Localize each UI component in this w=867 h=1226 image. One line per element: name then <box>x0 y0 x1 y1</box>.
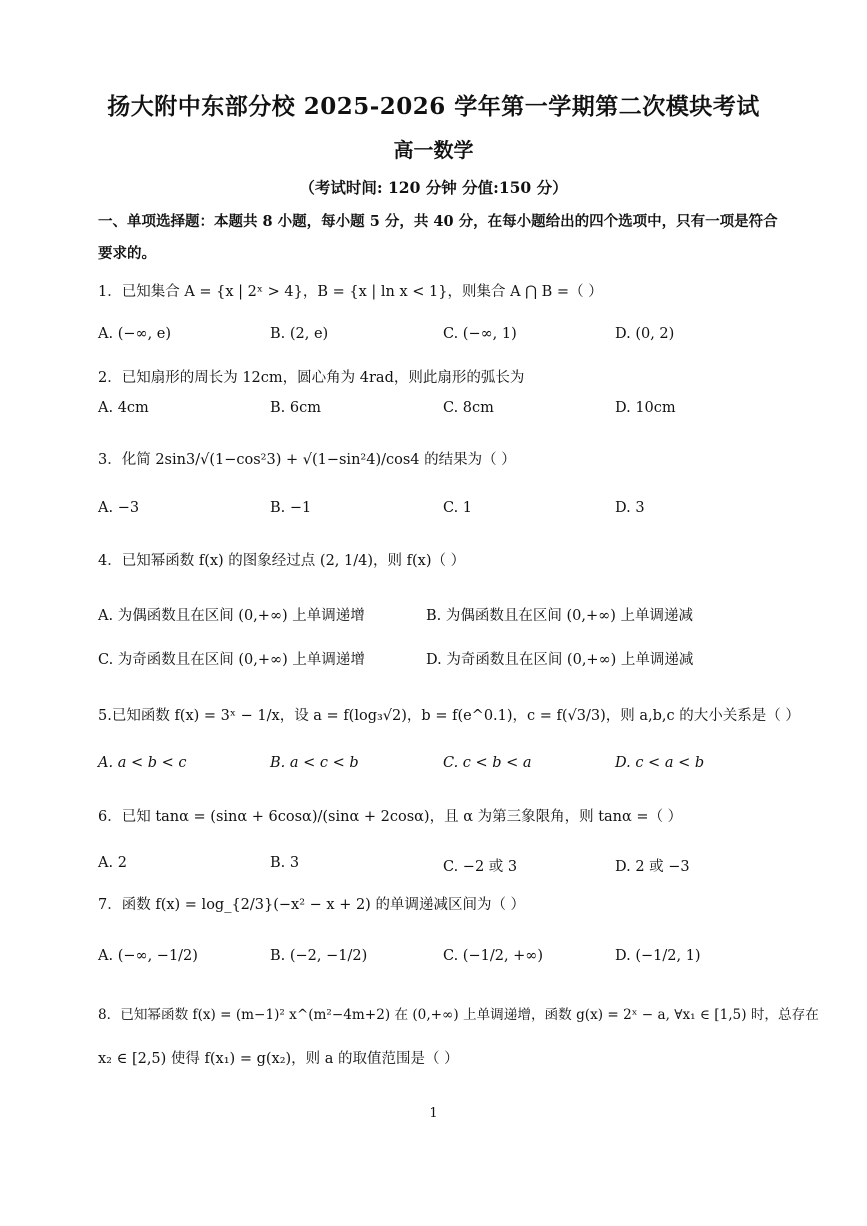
q5-option-a: A. a < b < c <box>98 755 187 771</box>
question-3: 3．化简 2sin3/√(1−cos²3) + √(1−sin²4)/cos4 的结果为（ ） <box>98 452 516 468</box>
q4-option-b: B. 为偶函数且在区间 (0,+∞) 上单调递减 <box>426 608 693 624</box>
question-8: 8．已知幂函数 f(x) = (m−1)² x^(m²−4m+2) 在 (0,+∞) 上单调递增，函数 g(x) = 2ˣ − a, ∀x₁ ∈ [1,5) 时，总存在 <box>98 1007 819 1023</box>
q3-option-c: C. 1 <box>443 500 473 516</box>
q3-option-b: B. −1 <box>270 500 312 516</box>
q4-option-a: A. 为偶函数且在区间 (0,+∞) 上单调递增 <box>98 608 365 624</box>
q1-option-a: A. (−∞, e) <box>98 326 172 342</box>
q3-option-a: A. −3 <box>98 500 140 516</box>
q5-option-b: B. a < c < b <box>270 755 359 771</box>
q6-option-d: D. 2 或 −3 <box>615 859 690 875</box>
q6-option-c: C. −2 或 3 <box>443 859 518 875</box>
q1-option-c: C. (−∞, 1) <box>443 326 517 342</box>
question-4: 4．已知幂函数 f(x) 的图象经过点 (2, 1/4)，则 f(x)（ ） <box>98 553 466 569</box>
q2-option-d: D. 10cm <box>615 400 676 416</box>
q6-option-b: B. 3 <box>270 855 300 871</box>
exam-info: （考试时间: 120 分钟 分值:150 分） <box>299 178 568 197</box>
q1-option-d: D. (0, 2) <box>615 326 675 342</box>
q2-option-b: B. 6cm <box>270 400 321 416</box>
q4-option-d: D. 为奇函数且在区间 (0,+∞) 上单调递减 <box>426 652 694 668</box>
q4-option-c: C. 为奇函数且在区间 (0,+∞) 上单调递增 <box>98 652 365 668</box>
section-heading-cont: 要求的。 <box>98 245 156 262</box>
q5-option-c: C. c < b < a <box>443 755 532 771</box>
q7-option-b: B. (−2, −1/2) <box>270 948 368 964</box>
q1-option-b: B. (2, e) <box>270 326 329 342</box>
q6-option-a: A. 2 <box>98 855 127 871</box>
question-6: 6．已知 tanα = (sinα + 6cosα)/(sinα + 2cosα)，且 α 为第三象限角，则 tanα =（ ） <box>98 809 683 825</box>
q2-option-c: C. 8cm <box>443 400 494 416</box>
question-1: 1．已知集合 A = {x | 2ˣ > 4}，B = {x | ln x < 1}，则集合 A ⋂ B =（ ） <box>98 284 603 300</box>
page-number: 1 <box>429 1106 438 1121</box>
q7-option-d: D. (−1/2, 1) <box>615 948 701 964</box>
question-2: 2．已知扇形的周长为 12cm，圆心角为 4rad，则此扇形的弧长为 <box>98 370 525 386</box>
q3-option-d: D. 3 <box>615 500 645 516</box>
section-heading: 一、单项选择题：本题共 8 小题，每小题 5 分，共 40 分，在每小题给出的四个选项中，只有一项是符合 <box>98 213 778 230</box>
q2-option-a: A. 4cm <box>98 400 149 416</box>
q5-option-d: D. c < a < b <box>615 755 705 771</box>
question-5: 5.已知函数 f(x) = 3ˣ − 1/x，设 a = f(log₃√2)，b = f(e^0.1)，c = f(√3/3)，则 a,b,c 的大小关系是（ ） <box>98 708 800 724</box>
q7-option-a: A. (−∞, −1/2) <box>98 948 198 964</box>
exam-title: 扬大附中东部分校 2025-2026 学年第一学期第二次模块考试 <box>107 93 760 120</box>
question-8-cont: x₂ ∈ [2,5) 使得 f(x₁) = g(x₂)，则 a 的取值范围是（ ） <box>98 1051 459 1067</box>
question-7: 7．函数 f(x) = log_{2/3}(−x² − x + 2) 的单调递减区间为（ ） <box>98 897 526 913</box>
q7-option-c: C. (−1/2, +∞) <box>443 948 544 964</box>
exam-subject: 高一数学 <box>393 138 474 162</box>
